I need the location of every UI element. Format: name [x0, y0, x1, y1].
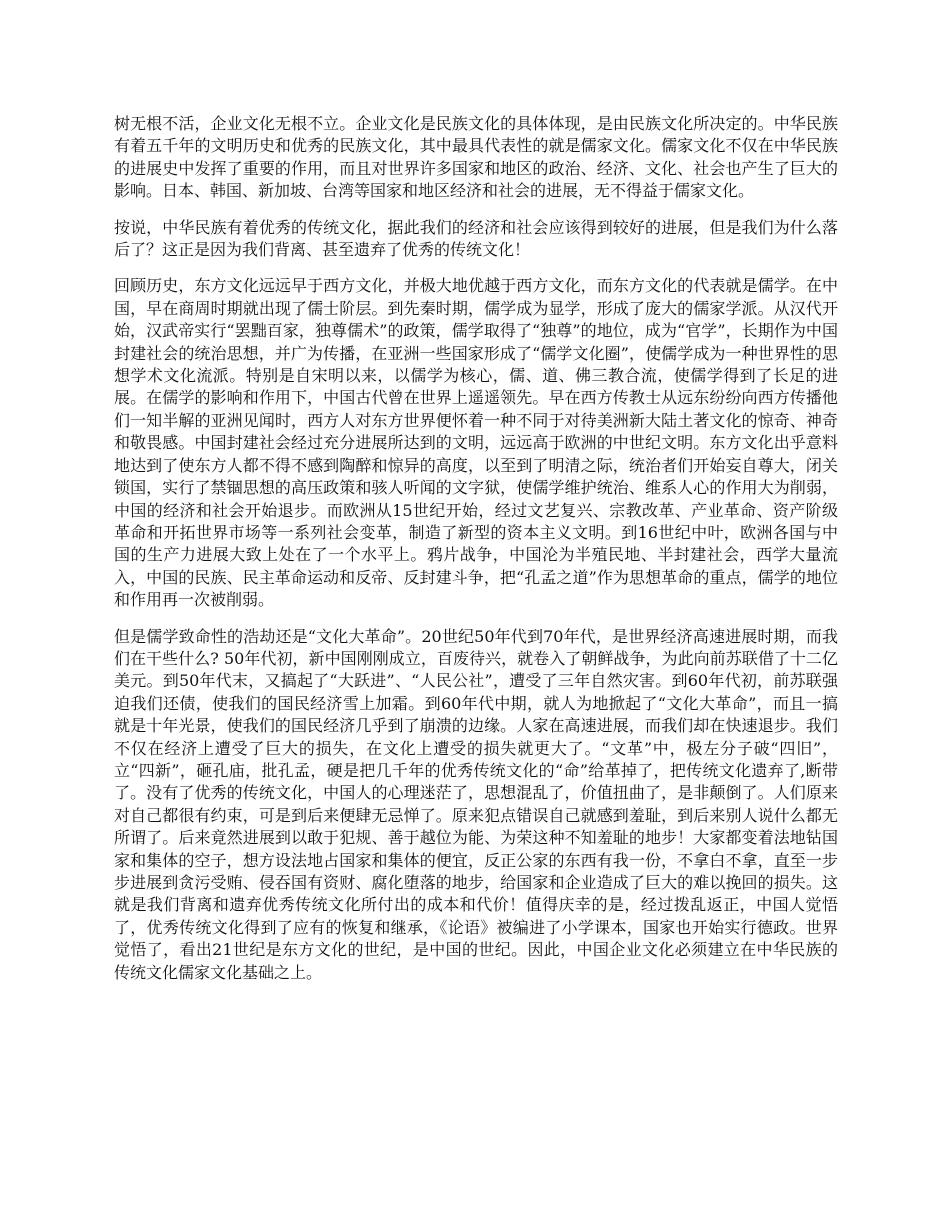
document-page	[114, 113, 838, 998]
paragraph-3: 回顾历史，东方文化远远早于西方文化，并极大地优越于西方文化，而东方文化的代表就是儒学。在中国，早在商周时期就出现了儒士阶层。到先秦时期，儒学成为显学，形成了庞大的儒家学派。从汉代开始，汉武帝实行“罢黜百家，独尊儒术”的政策，儒学取得了“独尊”的地位，成为“官学”，长期作为中国封建社会的统治思想，并广为传播，在亚洲一些国家形成了“儒学文化圈”，使儒学成为一种世界性的思想学术文化流派。特别是自宋明以来，以儒学为核心，儒、道、佛三教合流，使儒学得到了长足的进展。在儒学的影响和作用下，中国古代曾在世界上遥遥领先。早在西方传教士从远东纷纷向西方传播他们一知半解的亚洲见闻时，西方人对东方世界便怀着一种不同于对待美洲新大陆土著文化的惊奇、神奇和敬畏感。中国封建社会经过充分进展所达到的文明，远远高于欧洲的中世纪文明。东方文化出乎意料地达到了使东方人都不得不感到陶醉和惊异的高度，以至到了明清之际，统治者们开始妄自尊大，闭关锁国，实行了禁锢思想的高压政策和骇人听闻的文字狱，使儒学维护统治、维系人心的作用大为削弱，中国的经济和社会开始退步。而欧洲从15世纪开始，经过文艺复兴、宗教改革、产业革命、资产阶级革命和开拓世界市场等一系列社会变革，制造了新型的资本主义文明。到16世纪中叶，欧洲各国与中国的生产力进展大致上处在了一个水平上。鸦片战争，中国沦为半殖民地、半封建社会，西学大量流入，中国的民族、民主革命运动和反帝、反封建斗争，把“孔孟之道”作为思想革命的重点，儒学的地位和作用再一次被削弱。	[114, 276, 838, 610]
paragraph-1: 树无根不活，企业文化无根不立。企业文化是民族文化的具体体现，是由民族文化所决定的。中华民族有着五千年的文明历史和优秀的民族文化，其中最具代表性的就是儒家文化。儒家文化不仅在中华民族的进展史中发挥了重要的作用，而且对世界许多国家和地区的政治、经济、文化、社会也产生了巨大的影响。日本、韩国、新加坡、台湾等国家和地区经济和社会的进展，无不得益于儒家文化。	[114, 114, 838, 201]
paragraph-4: 但是儒学致命性的浩劫还是“文化大革命”。20世纪50年代到70年代，是世界经济高速进展时期，而我们在干些什么? 50年代初，新中国刚刚成立，百废待兴，就卷入了朝鲜战争，为此向前苏联借了十二亿美元。到50年代末，又搞起了“大跃进”、“人民公社”，遭受了三年自然灾害。到60年代初，前苏联强迫我们还债，使我们的国民经济雪上加霜。到60年代中期，就人为地掀起了“文化大革命”，而且一搞就是十年光景，使我们的国民经济几乎到了崩溃的边缘。人家在高速进展，而我们却在快速退步。我们不仅在经济上遭受了巨大的损失，在文化上遭受的损失就更大了。“文革”中，极左分子破“四旧”，立“四新”，砸孔庙，批孔孟，硬是把几千年的优秀传统文化的“命”给革掉了，把传统文化遗弃了,断带了。没有了优秀的传统文化，中国人的心理迷茫了，思想混乱了，价值扭曲了，是非颠倒了。人们原来对自己都很有约束，可是到后来便肆无忌惮了。原来犯点错误自己就感到羞耻，到后来别人说什么都无所谓了。后来竟然进展到以敢于犯规、善于越位为能、为荣这种不知羞耻的地步！大家都变着法地钻国家和集体的空子，想方设法地占国家和集体的便宜，反正公家的东西有我一份，不拿白不拿，直至一步步进展到贪污受贿、侵吞国有资财、腐化堕落的地步，给国家和企业造成了巨大的难以挽回的损失。这就是我们背离和遗弃优秀传统文化所付出的成本和代价！值得庆幸的是，经过拨乱返正，中国人觉悟了，优秀传统文化得到了应有的恢复和继承，《论语》被编进了小学课本，国家也开始实行德政。世界觉悟了，看出21世纪是东方文化的世纪，是中国的世纪。因此，中国企业文化必须建立在中华民族的传统文化儒家文化基础之上。	[114, 626, 838, 982]
paragraph-2: 按说，中华民族有着优秀的传统文化，据此我们的经济和社会应该得到较好的进展，但是我们为什么落后了？这正是因为我们背离、甚至遗弃了优秀的传统文化！	[114, 217, 838, 260]
